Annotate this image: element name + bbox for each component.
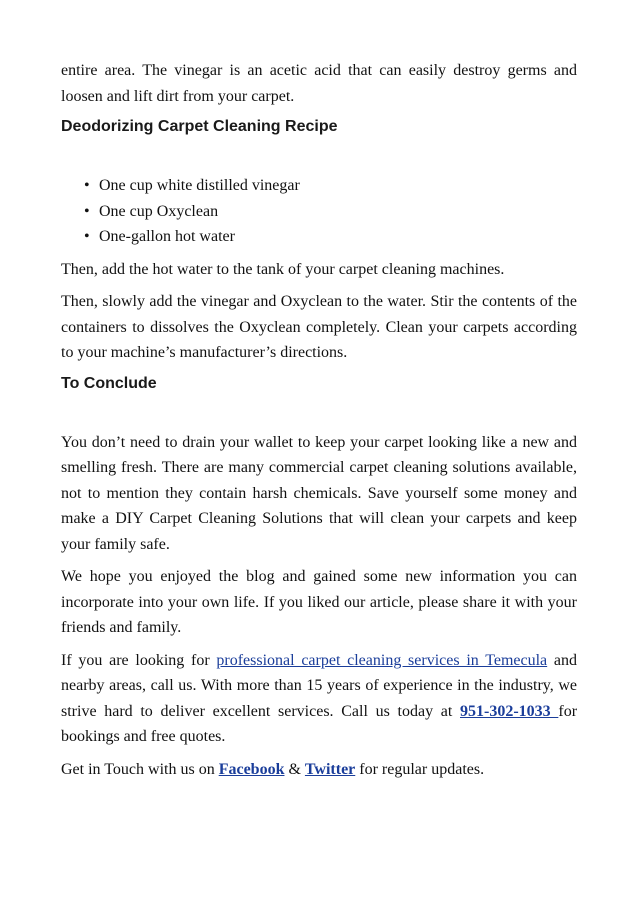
list-item: • One cup white distilled vinegar (99, 173, 577, 199)
services-text-before: If you are looking for (61, 651, 217, 669)
social-text-after: for regular updates. (355, 760, 485, 778)
services-text-middle: and nearby areas, call us. With more than 15 years of experience in the industry, we strive hard to deliver excellent services. Call us today at (61, 651, 578, 720)
step1-paragraph: Then, add the hot water to the tank of your carpet cleaning machines. (61, 260, 505, 278)
social-text-before: Get in Touch with us on (61, 760, 219, 778)
conclude-paragraph-2: We hope you enjoyed the blog and gained some new information you can incorporate into your own life. If you liked our article, please share it with your friends and family. (61, 568, 577, 636)
recipe-heading: Deodorizing Carpet Cleaning Recipe (61, 118, 338, 135)
intro-paragraph: entire area. The vinegar is an acetic acid that can easily destroy germs and loosen and lift dirt from your carpet. (61, 62, 577, 105)
document-page (61, 58, 577, 789)
social-paragraph (61, 757, 577, 783)
conclude-paragraph-1: You don’t need to drain your wallet to keep your carpet looking like a new and smelling fresh. There are many commercial carpet cleaning solutions available, not to mention they contain harsh chemicals. Save yourself some money and make a DIY Carpet Cleaning Solutions that will clean your carpets and keep your family safe. (61, 433, 577, 553)
recipe-list (61, 173, 577, 250)
services-paragraph (61, 648, 577, 750)
services-link[interactable]: professional carpet cleaning services in Temecula (216, 651, 548, 669)
services-text-after: for bookings and free quotes. (61, 702, 578, 745)
social-text-amp: & (284, 760, 305, 778)
phone-link[interactable]: 951-302-1033 (460, 702, 559, 720)
list-item: • One cup Oxyclean (99, 199, 577, 225)
facebook-link[interactable]: Facebook (218, 760, 285, 778)
list-item: • One-gallon hot water (99, 224, 577, 250)
conclude-heading: To Conclude (61, 374, 157, 392)
twitter-link[interactable]: Twitter (304, 760, 356, 778)
step2-paragraph: Then, slowly add the vinegar and Oxyclean to the water. Stir the contents of the containers to dissolves the Oxyclean completely. Clean your carpets according to your machine’s manufacturer’s directions. (61, 293, 577, 361)
